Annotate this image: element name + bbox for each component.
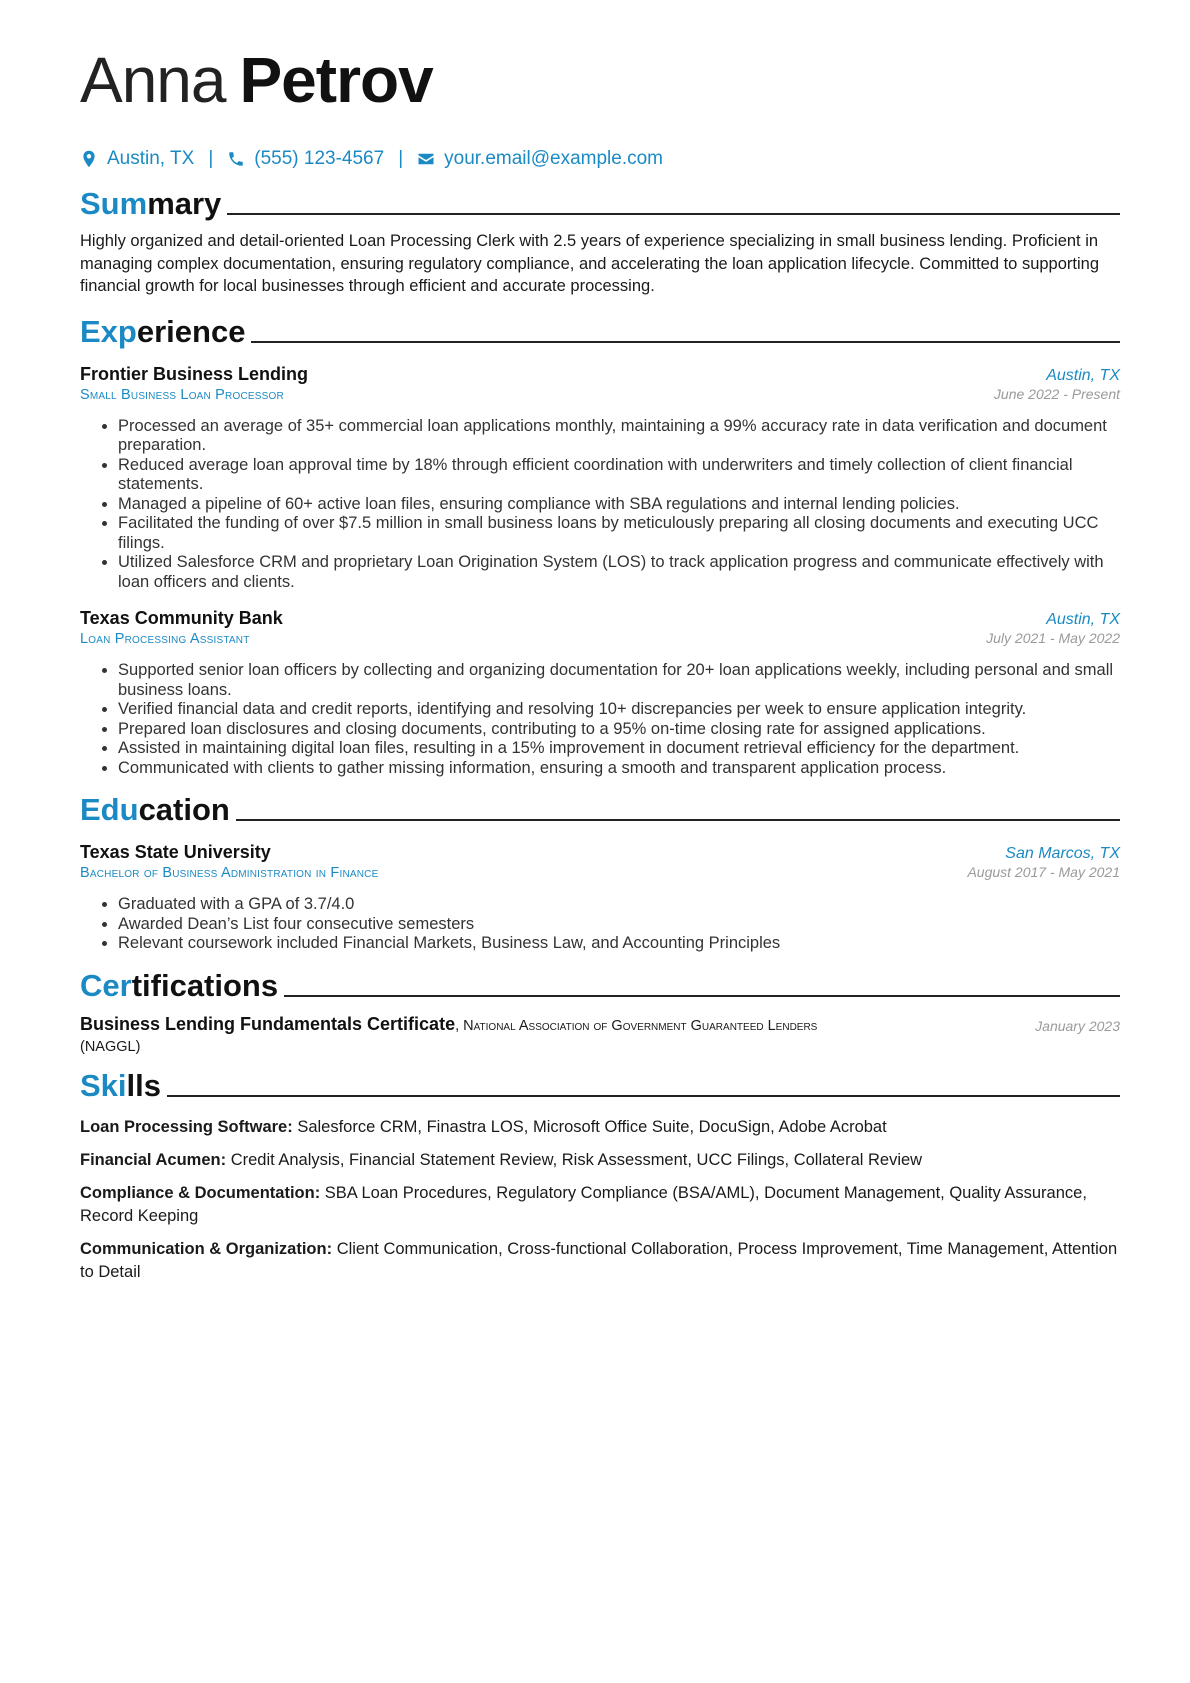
company-name: Frontier Business Lending [80, 363, 309, 384]
education-dates: August 2017 - May 2021 [967, 864, 1120, 880]
certification-name: Business Lending Fundamentals Certificate [80, 1013, 456, 1034]
job-dates: July 2021 - May 2022 [986, 630, 1120, 646]
skill-label: Financial Acumen: [80, 1150, 227, 1169]
job-location: Austin, TX [1046, 366, 1120, 384]
education-bullets [80, 895, 1120, 954]
education-heading: Education [80, 790, 1120, 828]
skill-value: Client Communication, Cross-functional Collaboration, Process Improvement, Time Management, Attention to Detail [80, 1239, 1118, 1281]
list-item: • Processed an average of 35+ commercial loan applications monthly, maintaining a 99% accuracy rate in data verification and document preparation. [118, 417, 1120, 456]
skill-row [80, 1149, 1120, 1172]
degree: Bachelor of Business Administration in Finance [80, 865, 379, 881]
contact-line [80, 144, 1120, 174]
list-item: • Prepared loan disclosures and closing documents, contributing to a 95% on-time closing rate for assigned applications. [118, 720, 1120, 740]
location-text: Austin, TX [107, 148, 195, 169]
section-rule [284, 995, 1120, 997]
list-item: • Assisted in maintaining digital loan files, resulting in a 15% improvement in document retrieval efficiency for the department. [118, 739, 1120, 759]
certification-entry [80, 1014, 1120, 1058]
experience-heading: Experience [80, 312, 1120, 350]
contact-separator: | [398, 148, 404, 169]
skill-row [80, 1238, 1120, 1284]
section-rule [227, 213, 1120, 215]
certification-separator: , [455, 1017, 464, 1034]
skill-label: Loan Processing Software: [80, 1117, 293, 1136]
contact-location [80, 148, 194, 170]
list-item: • Awarded Dean’s List four consecutive semesters [118, 915, 1120, 935]
candidate-name [80, 40, 1120, 122]
section-rule [167, 1095, 1120, 1097]
certifications-heading: Certifications [80, 966, 1120, 1004]
list-item: • Verified financial data and credit reports, identifying and resolving 10+ discrepancies per week to ensure application integrity. [118, 700, 1120, 720]
contact-separator: | [208, 148, 214, 169]
summary-heading: Summary [80, 184, 1120, 222]
experience-entry [80, 608, 1120, 778]
phone-link[interactable]: (555) 123-4567 [254, 148, 385, 169]
experience-entry [80, 364, 1120, 593]
list-item: • Supported senior loan officers by collecting and organizing documentation for 20+ loan applications weekly, including personal and small business loans. [118, 661, 1120, 700]
job-title: Small Business Loan Processor [80, 386, 284, 403]
first-name: Anna [80, 44, 226, 116]
education-entry [80, 842, 1120, 954]
contact-phone[interactable] [227, 148, 384, 170]
job-title: Loan Processing Assistant [80, 631, 250, 647]
resume-page [80, 40, 1120, 1284]
contact-email[interactable] [417, 148, 663, 170]
skill-label: Compliance & Documentation: [80, 1183, 321, 1202]
skill-row [80, 1182, 1120, 1228]
section-rule [236, 819, 1120, 821]
skill-label: Communication & Organization: [80, 1239, 333, 1258]
list-item: • Communicated with clients to gather missing information, ensuring a smooth and transparent application process. [118, 759, 1120, 779]
certification-issuer-abbrev: (NAGGL) [80, 1038, 141, 1055]
skill-row [80, 1116, 1120, 1139]
summary-text: Highly organized and detail-oriented Loan Processing Clerk with 2.5 years of experience specializing in small business lending. Proficient in managing complex documentation, ensuring regulatory compliance, and accelerating the loan application lifecycle. Committed to supporting financial growth for local businesses through efficient and accurate processing. [80, 232, 1099, 295]
email-link[interactable]: your.email@example.com [444, 148, 663, 169]
list-item: • Graduated with a GPA of 3.7/4.0 [118, 895, 1120, 915]
school-name: Texas State University [80, 842, 271, 862]
job-bullets [80, 417, 1120, 593]
list-item: • Facilitated the funding of over $7.5 million in small business loans by meticulously preparing all closing documents and executing UCC filings. [118, 514, 1120, 553]
skill-value: SBA Loan Procedures, Regulatory Compliance (BSA/AML), Document Management, Quality Assurance, Record Keeping [80, 1183, 1087, 1225]
skill-value: Salesforce CRM, Finastra LOS, Microsoft Office Suite, DocuSign, Adobe Acrobat [297, 1117, 887, 1136]
skill-value: Credit Analysis, Financial Statement Review, Risk Assessment, UCC Filings, Collateral Review [230, 1150, 923, 1169]
list-item: • Relevant coursework included Financial Markets, Business Law, and Accounting Principles [118, 934, 1120, 954]
school-location: San Marcos, TX [1005, 845, 1120, 862]
list-item: • Managed a pipeline of 60+ active loan files, ensuring compliance with SBA regulations and internal lending policies. [118, 495, 1120, 515]
certification-issuer: National Association of Government Guaranteed Lenders [463, 1017, 818, 1034]
section-rule [251, 341, 1120, 343]
list-item: • Reduced average loan approval time by 18% through efficient coordination with underwriters and timely collection of client financial statements. [118, 456, 1120, 495]
envelope-icon [417, 150, 435, 168]
phone-icon [227, 150, 245, 168]
job-bullets [80, 661, 1120, 778]
job-dates: June 2022 - Present [993, 385, 1120, 402]
job-location: Austin, TX [1046, 611, 1120, 628]
certification-date: January 2023 [1035, 1017, 1120, 1034]
skills-heading: Skills [80, 1066, 1120, 1104]
company-name: Texas Community Bank [80, 608, 283, 628]
list-item: • Utilized Salesforce CRM and proprietary Loan Origination System (LOS) to track application progress and communicate effectively with loan officers and clients. [118, 553, 1120, 592]
last-name: Petrov [239, 44, 433, 116]
map-marker-icon [80, 150, 98, 168]
